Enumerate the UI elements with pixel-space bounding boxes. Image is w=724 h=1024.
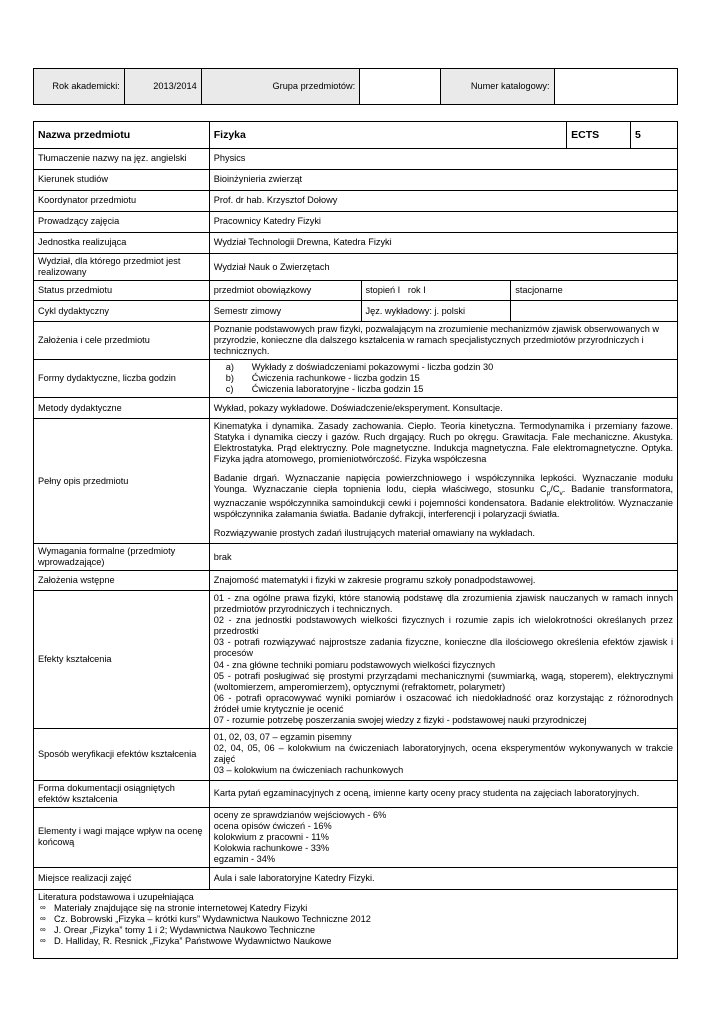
grupa-value — [360, 69, 441, 105]
row-nazwa — [34, 122, 678, 149]
miejsce-value: Aula i sale laboratoryjne Katedry Fizyki. — [209, 867, 677, 889]
prowadzacy-value: Pracownicy Katedry Fizyki — [209, 212, 677, 233]
row-kierunek — [34, 170, 678, 191]
row-efekty — [34, 591, 678, 728]
opis-p2: Badanie drgań. Wyznaczanie napięcia powierzchniowego i współczynnika lepkości. Wyznaczanie modułu Younga. Wyznaczanie ciepła topnienia lodu, ciepła właściwego, stosunku $C_p/C_v$. Badanie transformatora, wyznaczanie współczynnika samoindukcji cewki i pojemności kondensatora. Badanie elektrolitów. Wyznaczanie współczynnika załamania światła. Badanie dyfrakcji, interferencji i polaryzacji światła. — [213, 473, 674, 520]
literatura-list — [38, 903, 673, 947]
status-value-1: przedmiot obowiązkowy — [209, 281, 361, 301]
row-zalozenia-cele — [34, 322, 678, 360]
numer-value — [554, 69, 677, 105]
dokumentacja-label: Forma dokumentacji osiągniętych efektów kształcenia — [34, 780, 210, 807]
row-weryfikacja — [34, 728, 678, 780]
elementy-line: Kolokwia rachunkowe - 33% — [213, 842, 330, 853]
zalozenia-cele-label: Założenia i cele przedmiotu — [34, 322, 210, 360]
row-tlumaczenie — [34, 149, 678, 170]
rok-value: 2013/2014 — [124, 69, 201, 105]
formy-item: c) Ćwiczenia laboratoryjne - liczba godzin 15 — [225, 384, 424, 395]
row-opis — [34, 419, 678, 544]
elementy-line: kolokwium z pracowni - 11% — [213, 831, 329, 842]
tlumaczenie-label: Tłumaczenie nazwy na jęz. angielski — [34, 149, 210, 170]
ects-value: 5 — [631, 122, 678, 149]
literatura-item: ∞ Cz. Bobrowski „Fizyka – krótki kurs” Wydawnictwa Naukowo Techniczne 2012 — [38, 914, 673, 925]
metody-label: Metody dydaktyczne — [34, 398, 210, 419]
cykl-value-1: Semestr zimowy — [209, 301, 361, 322]
weryfikacja-label: Sposób weryfikacji efektów kształcenia — [34, 728, 210, 780]
kierunek-label: Kierunek studiów — [34, 170, 210, 191]
elementy-label: Elementy i wagi mające wpływ na ocenę końcową — [34, 807, 210, 867]
row-metody — [34, 398, 678, 419]
formy-value — [209, 360, 677, 398]
course-table — [33, 121, 678, 959]
status-value-3: stacjonarne — [511, 281, 678, 301]
efekty-line: 07 - rozumie potrzebę poszerzania swojej wiedzy z fizyki - podstawowej nauki przyrodniczej — [213, 714, 587, 725]
literatura-item: ∞ J. Orear „Fizyka” tomy 1 i 2; Wydawnictwa Naukowo Techniczne — [38, 925, 673, 936]
prowadzacy-label: Prowadzący zajęcia — [34, 212, 210, 233]
row-formy — [34, 360, 678, 398]
numer-label: Numer katalogowy: — [440, 69, 554, 105]
opis-p1: Kinematyka i dynamika. Zasady zachowania. Ciepło. Teoria kinetyczna. Termodynamika i przemiany fazowe. Statyka i dynamika cieczy i gazów. Ruch drgający. Ruch po okręgu. Grawitacja. Fale mechaniczne. Akustyka. Elektrostatyka. Prąd elektryczny. Pole magnetyczne. Indukcja magnetyczna. Fale elektromagnetyczne. Optyka. Fizyka jądra atomowego, promieniotwórczość. Fizyka współczesna — [213, 421, 673, 465]
zalozenia-cele-value: Poznanie podstawowych praw fizyki, pozwalającym na zrozumienie mechanizmów zjawisk obserwowanych w przyrodzie, konieczne dla dalszego kształcenia w ramach specjalistycznych przedmiotów przyrodniczych i technicznych. — [209, 322, 677, 360]
rok-label: Rok akademicki: — [34, 69, 125, 105]
dokumentacja-value: Karta pytań egzaminacyjnych z oceną, imienne karty oceny pracy studenta na zajęciach laboratoryjnych. — [209, 780, 677, 807]
cykl-value-2: Jęz. wykładowy: j. polski — [361, 301, 511, 322]
efekty-value — [209, 591, 677, 728]
formy-item: b) Ćwiczenia rachunkowe - liczba godzin 15 — [225, 373, 420, 384]
efekty-line: 06 - potrafi opracowywać wyniki pomiarów i oszacować ich niedokładność oraz korzystając z różnorodnych źródeł umie krytycznie je ocenić — [213, 692, 673, 714]
opis-p3: Rozwiązywanie prostych zadań ilustrujących materiał omawiany na wykładach. — [213, 528, 535, 539]
row-wymagania — [34, 544, 678, 571]
nazwa-value: Fizyka — [209, 122, 566, 149]
literatura-item: ∞ Materiały znajdujące się na stronie internetowej Katedry Fizyki — [38, 903, 673, 914]
zalozenia-wstepne-value: Znajomość matematyki i fizyki w zakresie programu szkoły ponadpodstawowej. — [209, 571, 677, 591]
elementy-value — [209, 807, 677, 867]
elementy-line: egzamin - 34% — [213, 853, 276, 864]
cykl-label: Cykl dydaktyczny — [34, 301, 210, 322]
weryfikacja-line: 03 – kolokwium na ćwiczeniach rachunkowych — [213, 765, 404, 776]
weryfikacja-line: 01, 02, 03, 07 – egzamin pisemny — [213, 732, 352, 743]
row-prowadzacy — [34, 212, 678, 233]
row-jednostka — [34, 233, 678, 254]
row-koordynator — [34, 191, 678, 212]
efekty-line: 05 - potrafi posługiwać się prostymi przyrządami mechanicznymi (suwmiarką, wagą, stoperem), elektrycznymi (woltomierzem, amperomierzem), optycznymi (refraktometr, polarymetr) — [213, 670, 673, 692]
wymagania-label: Wymagania formalne (przedmioty wprowadzające) — [34, 544, 210, 571]
opis-value — [209, 419, 677, 544]
opis-label: Pełny opis przedmiotu — [34, 419, 210, 544]
literatura-title: Literatura podstawowa i uzupełniająca — [38, 891, 194, 902]
efekty-line: 01 - zna ogólne prawa fizyki, które stanowią podstawę dla zrozumienia zjawisk nauczanych w ramach innych przedmiotów przyrodniczych i technicznych. — [213, 593, 673, 615]
row-cykl — [34, 301, 678, 322]
koordynator-value: Prof. dr hab. Krzysztof Dołowy — [209, 191, 677, 212]
elementy-line: ocena opisów ćwiczeń - 16% — [213, 820, 332, 831]
row-elementy — [34, 807, 678, 867]
miejsce-label: Miejsce realizacji zajęć — [34, 867, 210, 889]
cykl-value-3 — [511, 301, 678, 322]
tlumaczenie-value: Physics — [209, 149, 677, 170]
jednostka-value: Wydział Technologii Drewna, Katedra Fizyki — [209, 233, 677, 254]
status-label: Status przedmiotu — [34, 281, 210, 301]
literatura-item: ∞ D. Halliday, R. Resnick „Fizyka” Państwowe Wydawnictwo Naukowe — [38, 936, 673, 947]
row-status — [34, 281, 678, 301]
wymagania-value: brak — [209, 544, 677, 571]
header-table — [33, 68, 678, 105]
row-dokumentacja — [34, 780, 678, 807]
formy-list — [214, 362, 673, 395]
metody-value: Wykład, pokazy wykładowe. Doświadczenie/eksperyment. Konsultacje. — [209, 398, 677, 419]
wydzial-label: Wydział, dla którego przedmiot jest realizowany — [34, 254, 210, 281]
weryfikacja-line: 02, 04, 05, 06 – kolokwium na ćwiczeniach laboratoryjnych, ocena eksperymentów wykonywanych w trakcie zajęć — [213, 743, 673, 765]
row-wydzial — [34, 254, 678, 281]
jednostka-label: Jednostka realizująca — [34, 233, 210, 254]
koordynator-label: Koordynator przedmiotu — [34, 191, 210, 212]
efekty-line: 02 - zna jednostki podstawowych wielkości fizycznych i rozumie zapis ich wielokrotności określanych przez przedrostki — [213, 615, 673, 637]
formy-label: Formy dydaktyczne, liczba godzin — [34, 360, 210, 398]
zalozenia-wstepne-label: Założenia wstępne — [34, 571, 210, 591]
row-miejsce — [34, 867, 678, 889]
row-literatura — [34, 889, 678, 958]
efekty-line: 04 - zna główne techniki pomiaru podstawowych wielkości fizycznych — [213, 659, 496, 670]
elementy-line: oceny ze sprawdzianów wejściowych - 6% — [213, 809, 387, 820]
row-zalozenia-wstepne — [34, 571, 678, 591]
efekty-label: Efekty kształcenia — [34, 591, 210, 728]
kierunek-value: Bioinżynieria zwierząt — [209, 170, 677, 191]
status-value-2: stopień I rok I — [361, 281, 511, 301]
formy-item: a) Wykłady z doświadczeniami pokazowymi - liczba godzin 30 — [225, 362, 494, 373]
efekty-line: 03 - potrafi rozwiązywać najprostsze zadania fizyczne, konieczne dla ilościowego określenia efektów zjawisk i procesów — [213, 637, 673, 659]
ects-label: ECTS — [567, 122, 631, 149]
grupa-label: Grupa przedmiotów: — [201, 69, 360, 105]
weryfikacja-value — [209, 728, 677, 780]
literatura-cell — [34, 889, 678, 958]
wydzial-value: Wydział Nauk o Zwierzętach — [209, 254, 677, 281]
nazwa-label: Nazwa przedmiotu — [34, 122, 210, 149]
